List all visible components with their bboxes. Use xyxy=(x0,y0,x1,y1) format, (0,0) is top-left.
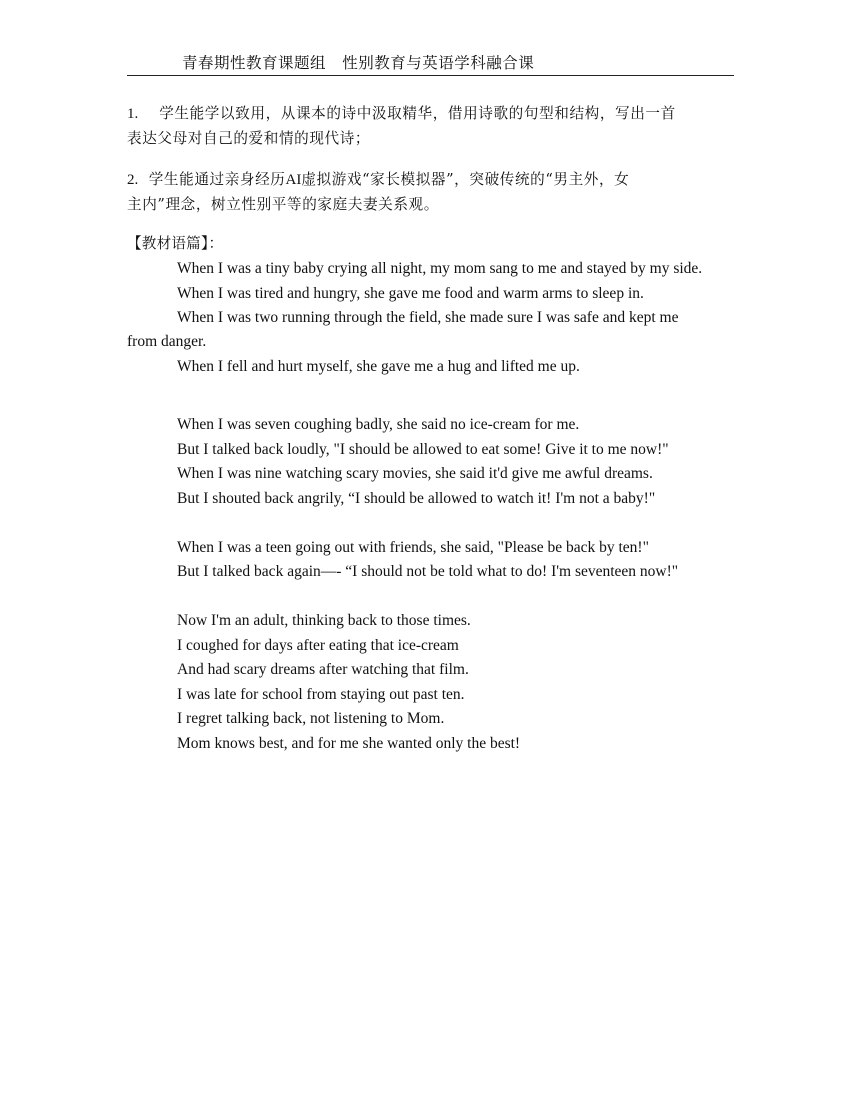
poem-line: When I was two running through the field, she made sure I was safe and kept me xyxy=(177,309,679,326)
page-header-title: 青春期性教育课题组 性别教育与英语学科融合课 xyxy=(182,54,535,72)
poem-line: But I shouted back angrily, “I should be allowed to watch it! I'm not a baby!" xyxy=(177,490,656,507)
objective-1-number: 1. xyxy=(127,106,139,122)
poem-line: But I talked back again—- “I should not be told what to do! I'm seventeen now!" xyxy=(177,563,679,580)
poem-line: from danger. xyxy=(127,333,207,350)
header-divider xyxy=(127,75,734,76)
objective-1-line-1 xyxy=(127,104,676,124)
objective-2-line-2: 主内”理念，树立性别平等的家庭夫妻关系观。 xyxy=(127,196,439,213)
poem-line: But I talked back loudly, "I should be allowed to eat some! Give it to me now!" xyxy=(177,441,669,458)
poem-line: When I was tired and hungry, she gave me food and warm arms to sleep in. xyxy=(177,285,644,302)
poem-line: And had scary dreams after watching that film. xyxy=(177,661,469,678)
poem-line: When I was a tiny baby crying all night, my mom sang to me and stayed by my side. xyxy=(177,260,703,277)
poem-line: Mom knows best, and for me she wanted only the best! xyxy=(177,735,521,752)
poem-line: When I was seven coughing badly, she said no ice-cream for me. xyxy=(177,416,580,433)
poem-line: Now I'm an adult, thinking back to those times. xyxy=(177,612,471,629)
objective-2-ai: AI xyxy=(285,172,302,188)
poem-line: When I was a teen going out with friends, she said, "Please be back by ten!" xyxy=(177,539,649,556)
objective-2-text-post: 虚拟游戏“家长模拟器”，突破传统的“男主外，女 xyxy=(301,171,630,188)
poem-line: When I was nine watching scary movies, she said it'd give me awful dreams. xyxy=(177,465,653,482)
poem-line: I regret talking back, not listening to Mom. xyxy=(177,710,445,727)
material-heading: 【教材语篇】： xyxy=(127,235,224,252)
objective-2-line-1 xyxy=(127,170,629,190)
objective-1-line-2: 表达父母对自己的爱和情的现代诗； xyxy=(127,130,371,147)
objective-2-number: 2. xyxy=(127,172,139,188)
objective-2-text-pre: 学生能通过亲身经历 xyxy=(148,171,286,188)
poem-line: I coughed for days after eating that ice-cream xyxy=(177,637,459,654)
objective-1-text-1: 学生能学以致用，从课本的诗中汲取精华，借用诗歌的句型和结构，写出一首 xyxy=(159,105,676,122)
poem-line: When I fell and hurt myself, she gave me a hug and lifted me up. xyxy=(177,358,580,375)
poem-line: I was late for school from staying out past ten. xyxy=(177,686,465,703)
